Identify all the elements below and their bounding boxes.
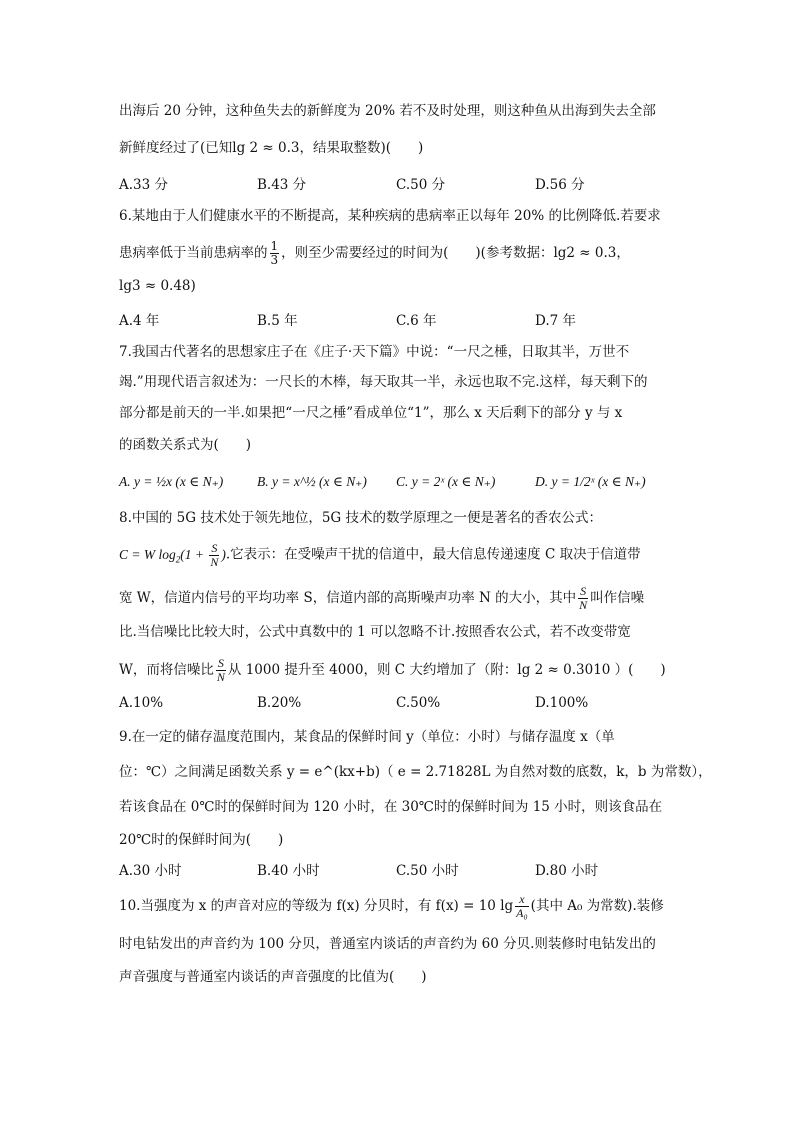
q10-text-line-1 xyxy=(119,893,664,920)
q7-text-line-1: 7.我国古代著名的思想家庄子在《庄子·天下篇》中说：“一尺之棰，日取其半，万世不 xyxy=(119,344,630,360)
q8-text-post-3: 从 1000 提升至 4000，则 C 大约增加了（附：lg 2 ≈ 0.3010 ）( ) xyxy=(227,662,666,678)
fraction-one-third: $\frac{1}{3}$ xyxy=(270,239,279,267)
q6-text-line-2 xyxy=(119,240,630,267)
q8-text-pre-2: W，而将信噪比 xyxy=(119,662,214,678)
q8-option-a[interactable]: A.10% xyxy=(119,695,164,711)
q10-text-post: (其中 A₀ 为常数).装修 xyxy=(530,898,664,914)
q9-option-c[interactable]: C.50 小时 xyxy=(396,863,459,879)
q5-text-line-1: 出海后 20 分钟，这种鱼失去的新鲜度为 20% 若不及时处理，则这种鱼从出海到失去全部 xyxy=(119,103,656,119)
q9-option-a[interactable]: A.30 小时 xyxy=(119,863,182,879)
q5-option-a[interactable]: A.33 分 xyxy=(119,177,169,193)
q9-option-d[interactable]: D.80 小时 xyxy=(535,863,599,879)
fraction-s-over-n-2: $\frac{S}{N}$ xyxy=(579,584,588,612)
q7-option-d[interactable]: D. y = 1/2ˣ (x ∈ N₊) xyxy=(535,474,646,489)
q7-text-line-3: 部分都是前天的一半.如果把“一尺之棰”看成单位“1”，那么 x 天后剩下的部分 y 与 x xyxy=(119,405,623,421)
q8-option-b[interactable]: B.20% xyxy=(257,695,302,711)
q6-text-pre: 患病率低于当前患病率的 xyxy=(119,245,268,261)
q7-options xyxy=(119,472,679,492)
q5-option-b[interactable]: B.43 分 xyxy=(257,177,307,193)
q9-option-b[interactable]: B.40 小时 xyxy=(257,863,320,879)
fraction-x-over-a0: $\frac{x}{\text{A₀}}$ xyxy=(516,892,528,920)
q5-text-line-2: 新鲜度经过了(已知lg 2 ≈ 0.3，结果取整数)( ) xyxy=(119,140,424,156)
q8-text-pre: 宽 W，信道内信号的平均功率 S，信道内部的高斯噪声功率 N 的大小，其中 xyxy=(119,590,577,606)
q9-text-line-3: 若该食品在 0℃时的保鲜时间为 120 小时，在 30℃时的保鲜时间为 15 小时，则该食品在 xyxy=(119,799,663,815)
q9-text-line-4: 20℃时的保鲜时间为( ) xyxy=(119,832,284,848)
q9-text-line-1: 9.在一定的储存温度范围内，某食品的保鲜时间 y（单位：小时）与储存温度 x（单 xyxy=(119,729,615,745)
q8-option-d[interactable]: D.100% xyxy=(535,695,589,711)
q6-option-b[interactable]: B.5 年 xyxy=(257,313,298,329)
q8-options xyxy=(119,693,679,713)
q6-options xyxy=(119,311,679,331)
q7-option-a[interactable]: A. y = ½x (x ∈ N₊) xyxy=(119,474,224,489)
fraction-s-over-n: $\frac{S}{N}$ xyxy=(210,541,219,569)
q10-text-pre: 10.当强度为 x 的声音对应的等级为 f(x) 分贝时，有 f(x) = 10 lg xyxy=(119,898,514,914)
q8-text-post: .它表示：在受噪声干扰的信道中，最大信息传递速度 C 取决于信道带 xyxy=(225,546,641,563)
shannon-formula: C = W $\log_2(1$ + $\frac{S}{N}$ ) xyxy=(119,541,226,569)
q6-text-post: ，则至少需要经过的时间为( )(参考数据：lg2 ≈ 0.3， xyxy=(281,245,630,261)
q8-text-line-4: 比.当信噪比比较大时，公式中真数中的 1 可以忽略不计.按照香农公式，若不改变带宽 xyxy=(119,624,631,640)
q7-text-line-2: 竭.”用现代语言叙述为：一尺长的木棒，每天取其一半，永远也取不完.这样，每天剩下的 xyxy=(119,374,648,390)
q7-text-line-4: 的函数关系式为( ) xyxy=(119,437,252,453)
q6-option-a[interactable]: A.4 年 xyxy=(119,313,160,329)
q9-options xyxy=(119,861,679,881)
fraction-s-over-n-3: $\frac{S}{N}$ xyxy=(216,656,225,684)
q8-text-line-1: 8.中国的 5G 技术处于领先地位，5G 技术的数学原理之一便是著名的香农公式： xyxy=(119,510,602,526)
q8-text-post-2: 叫作信噪 xyxy=(590,590,645,606)
q6-option-d[interactable]: D.7 年 xyxy=(535,313,577,329)
q8-text-line-3 xyxy=(119,585,644,612)
q8-text-line-5 xyxy=(119,657,666,684)
q7-option-b[interactable]: B. y = x^½ (x ∈ N₊) xyxy=(257,474,367,489)
q5-options xyxy=(119,175,679,195)
q6-text-line-3: lg3 ≈ 0.48) xyxy=(119,278,196,294)
q10-text-line-2: 时电钻发出的声音约为 100 分贝，普通室内谈话的声音约为 60 分贝.则装修时电钻发出的 xyxy=(119,936,656,952)
q8-text-line-2 xyxy=(119,542,641,569)
q8-option-c[interactable]: C.50% xyxy=(396,695,441,711)
q10-text-line-3: 声音强度与普通室内谈话的声音强度的比值为( ) xyxy=(119,969,427,985)
q5-option-d[interactable]: D.56 分 xyxy=(535,177,585,193)
q6-option-c[interactable]: C.6 年 xyxy=(396,313,437,329)
q6-text-line-1: 6.某地由于人们健康水平的不断提高，某种疾病的患病率正以每年 20% 的比例降低.若要求 xyxy=(119,208,661,224)
q9-text-line-2: 位：℃）之间满足函数关系 y = e^(kx+b)（ e = 2.71828L 为自然对数的底数，k，b 为常数）， xyxy=(119,764,712,780)
q5-option-c[interactable]: C.50 分 xyxy=(396,177,446,193)
q7-option-c[interactable]: C. y = 2ˣ (x ∈ N₊) xyxy=(396,474,496,489)
